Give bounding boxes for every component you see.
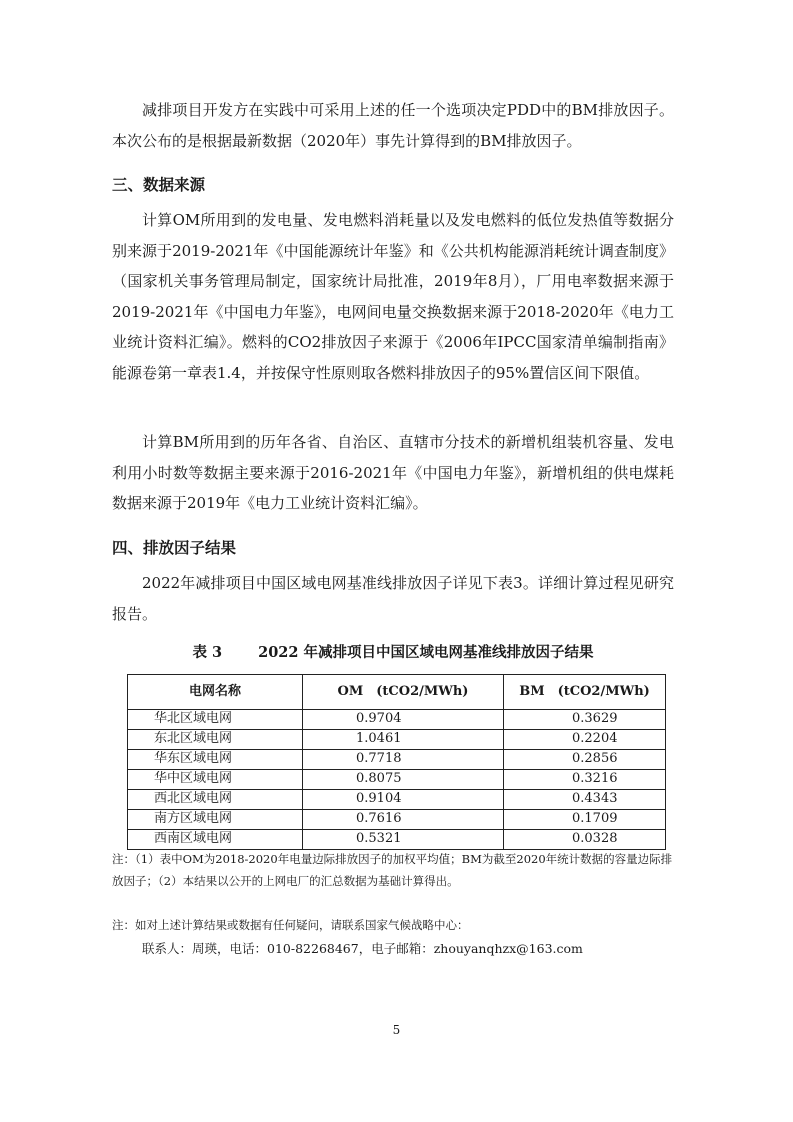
table-row [128, 750, 666, 770]
header-bm: BM (tCO2/MWh) [504, 675, 666, 710]
grid-name-cell: 南方区域电网 [128, 810, 303, 830]
section-heading-data-sources: 三、数据来源 [112, 176, 206, 194]
paragraph-om-data-sources: 计算OM所用到的发电量、发电燃料消耗量以及发电燃料的低位发热值等数据分别来源于2019-2021年《中国能源统计年鉴》和《公共机构能源消耗统计调查制度》（国家机关事务管理局制定，国家统计局批准，2019年8月），厂用电率数据来源于2019-2021年《中国电力年鉴》，电网间电量交换数据来源于2018-2020年《电力工业统计资料汇编》。燃料的CO2排放因子来源于《2006年IPCC国家清单编制指南》能源卷第一章表1.4，并按保守性原则取各燃料排放因子的95%置信区间下限值。 [112, 211, 674, 382]
grid-name-cell: 西北区域电网 [128, 790, 303, 810]
page-number: 5 [392, 1023, 401, 1037]
bm-value-cell: 0.2204 [504, 730, 666, 750]
bm-value-cell: 0.0328 [504, 830, 666, 850]
bm-value-cell: 0.3629 [504, 710, 666, 730]
om-value-cell: 0.9104 [303, 790, 504, 810]
om-value-cell: 0.7718 [303, 750, 504, 770]
bm-value-cell: 0.3216 [504, 770, 666, 790]
om-value-cell: 0.7616 [303, 810, 504, 830]
om-value-cell: 0.8075 [303, 770, 504, 790]
table-header-row [128, 675, 666, 710]
section-heading-results: 四、排放因子结果 [112, 539, 237, 557]
bm-value-cell: 0.1709 [504, 810, 666, 830]
paragraph-bm-selection: 减排项目开发方在实践中可采用上述的任一个选项决定PDD中的BM排放因子。本次公布的是根据最新数据（2020年）事先计算得到的BM排放因子。 [112, 101, 674, 150]
grid-name-cell: 西南区域电网 [128, 830, 303, 850]
table-row [128, 790, 666, 810]
paragraph-bm-data-sources: 计算BM所用到的历年各省、自治区、直辖市分技术的新增机组装机容量、发电利用小时数等数据主要来源于2016-2021年《中国电力年鉴》，新增机组的供电煤耗数据来源于2019年《电力工业统计资料汇编》。 [112, 433, 674, 512]
bm-value-cell: 0.2856 [504, 750, 666, 770]
table-caption-title: 2022 年减排项目中国区域电网基准线排放因子结果 [258, 644, 594, 661]
table-row [128, 770, 666, 790]
grid-name-cell: 华中区域电网 [128, 770, 303, 790]
emission-factor-table [127, 674, 666, 850]
table-row [128, 830, 666, 850]
table-caption-label: 表 3 [192, 644, 223, 661]
om-value-cell: 0.5321 [303, 830, 504, 850]
paragraph-results-intro: 2022年减排项目中国区域电网基准线排放因子详见下表3。详细计算过程见研究报告。 [112, 574, 674, 623]
grid-name-cell: 华东区域电网 [128, 750, 303, 770]
header-om: OM (tCO2/MWh) [303, 675, 504, 710]
contact-line: 联系人：周瑛，电话：010-82268467，电子邮箱：zhouyanqhzx@163.com [142, 941, 583, 956]
table-footnote: 注：（1）表中OM为2018-2020年电量边际排放因子的加权平均值；BM为截至2020年统计数据的容量边际排放因子；（2）本结果以公开的上网电厂的汇总数据为基础计算得出。 [112, 852, 673, 888]
om-value-cell: 1.0461 [303, 730, 504, 750]
bm-value-cell: 0.4343 [504, 790, 666, 810]
contact-note: 注：如对上述计算结果或数据有任何疑问，请联系国家气候战略中心： [112, 918, 469, 932]
header-grid-name: 电网名称 [128, 675, 303, 710]
table-row [128, 730, 666, 750]
table-caption [112, 643, 674, 663]
grid-name-cell: 东北区域电网 [128, 730, 303, 750]
table-row [128, 710, 666, 730]
grid-name-cell: 华北区域电网 [128, 710, 303, 730]
table-row [128, 810, 666, 830]
om-value-cell: 0.9704 [303, 710, 504, 730]
